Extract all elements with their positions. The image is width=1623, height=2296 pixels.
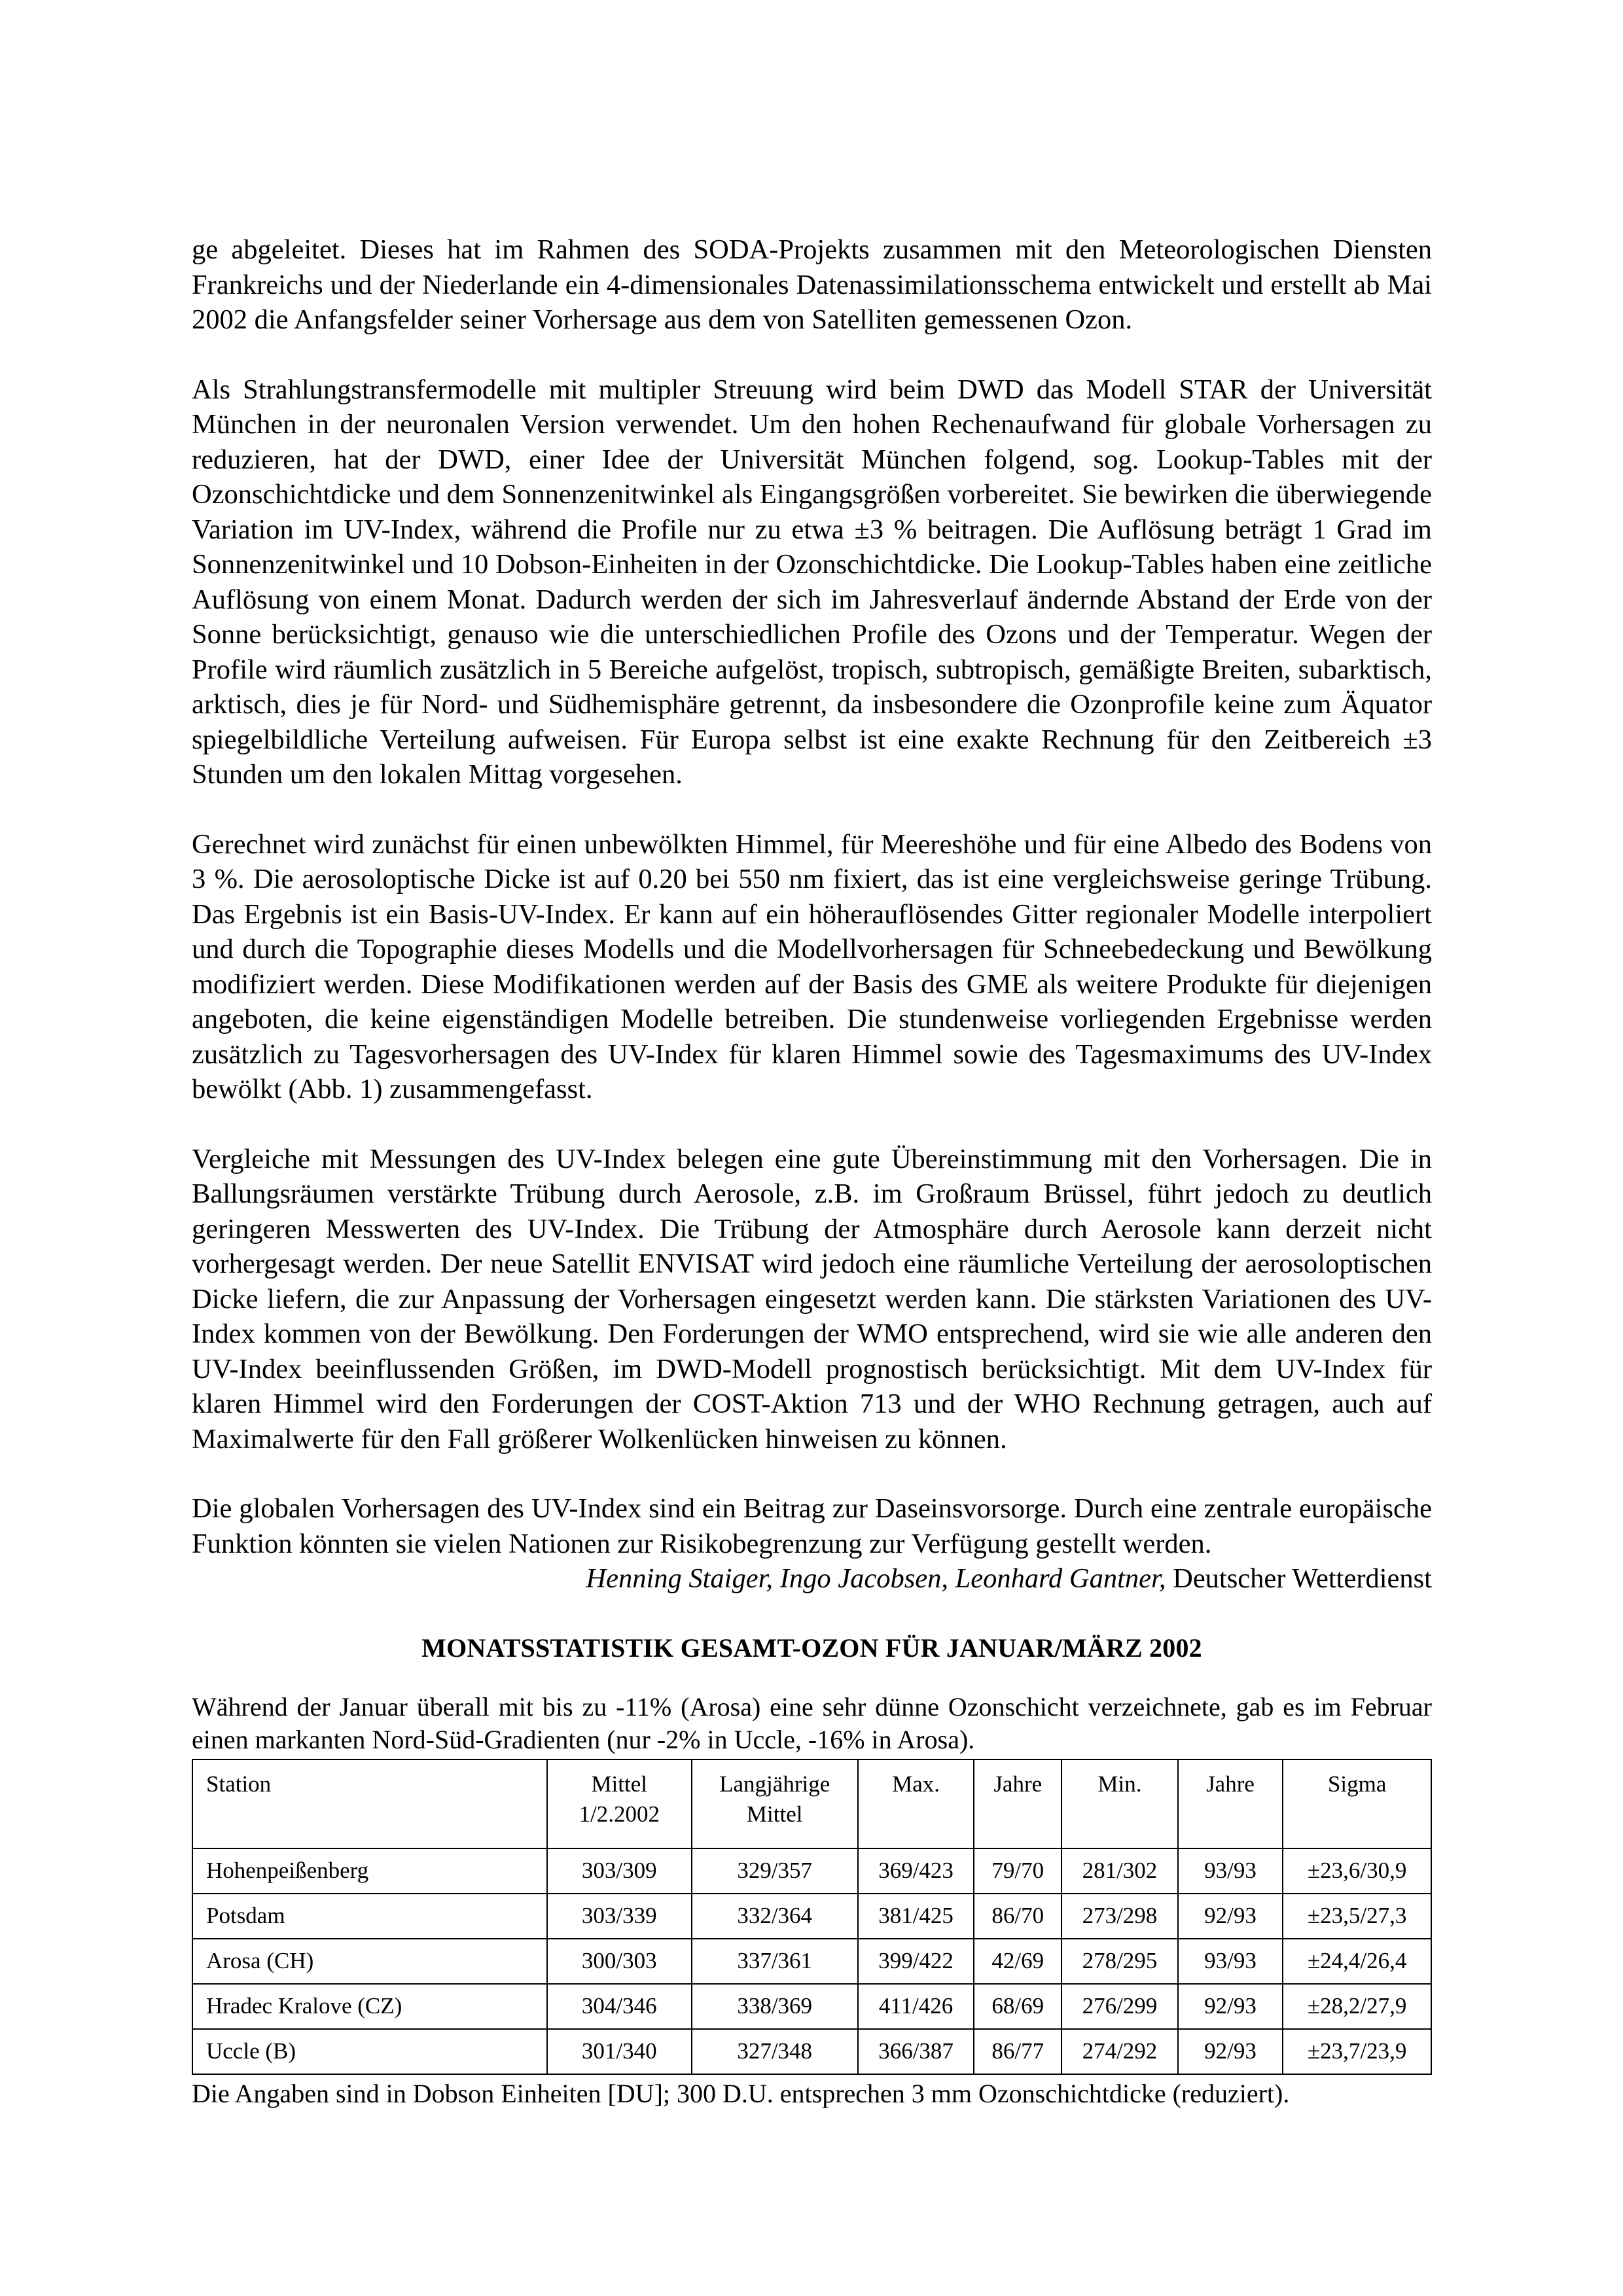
cell-max: 366/387	[858, 2029, 974, 2074]
cell-min: 278/295	[1061, 1939, 1178, 1984]
cell-jahre-max: 42/69	[974, 1939, 1061, 1984]
paragraph-2: Als Strahlungstransfermodelle mit multipler Streuung wird beim DWD das Modell STAR der Universität München in der neuronalen Version verwendet. Um den hohen Rechenaufwand für globale Vorhersagen zu reduzieren, hat der DWD, einer Idee der Universität München folgend, sog. Lookup-Tables mit der Ozonschichtdicke und dem Sonnenzenitwinkel als Eingangsgrößen vorbereitet. Sie bewirken die überwiegende Variation im UV-Index, während die Profile nur zu etwa ±3 % beitragen. Die Auflösung beträgt 1 Grad im Sonnenzenitwinkel und 10 Dobson-Einheiten in der Ozonschichtdicke. Die Lookup-Tables haben eine zeitliche Auflösung von einem Monat. Dadurch werden der sich im Jahresverlauf ändernde Abstand der Erde von der Sonne berücksichtigt, genauso wie die unterschiedlichen Profile des Ozons und der Temperatur. Wegen der Profile wird räumlich zusätzlich in 5 Bereiche aufgelöst, tropisch, subtropisch, gemäßigte Breiten, subarktisch, arktisch, dies je für Nord- und Südhemisphäre getrennt, da insbesondere die Ozonprofile keine zum Äquator spiegelbildliche Verteilung aufweisen. Für Europa selbst ist eine exakte Rechnung für den Zeitbereich ±3 Stunden um den lokalen Mittag vorgesehen.	[192, 374, 1432, 790]
cell-langjaehrig: 327/348	[692, 2029, 858, 2074]
cell-station: Uccle (B)	[192, 2029, 547, 2074]
table-row	[192, 2029, 1431, 2074]
section-intro: Während der Januar überall mit bis zu -11% (Arosa) eine sehr dünne Ozonschicht verzeichnete, gab es im Februar einen markanten Nord-Süd-Gradienten (nur -2% in Uccle, -16% in Arosa).	[192, 1691, 1432, 1754]
header-mittel-line2: 1/2.2002	[579, 1801, 660, 1827]
cell-mittel: 301/340	[547, 2029, 692, 2074]
table-row	[192, 1848, 1431, 1894]
cell-sigma: ±23,7/23,9	[1283, 2029, 1431, 2074]
cell-station: Hohenpeißenberg	[192, 1848, 547, 1894]
header-langjaehrig-line1: Langjährige	[719, 1771, 830, 1797]
cell-langjaehrig: 329/357	[692, 1848, 858, 1894]
author-names: Henning Staiger, Ingo Jacobsen, Leonhard Gantner,	[586, 1563, 1166, 1594]
cell-jahre-min: 92/93	[1178, 2029, 1283, 2074]
table-row	[192, 1984, 1431, 2029]
cell-max: 369/423	[858, 1848, 974, 1894]
header-mittel	[547, 1759, 692, 1848]
cell-min: 274/292	[1061, 2029, 1178, 2074]
paragraph-5: Die globalen Vorhersagen des UV-Index sind ein Beitrag zur Daseinsvorsorge. Durch eine zentrale europäische Funktion könnten sie vielen Nationen zur Risikobegrenzung zur Verfügung gestellt werden.	[192, 1493, 1432, 1559]
cell-max: 381/425	[858, 1894, 974, 1939]
section-title: MONATSSTATISTIK GESAMT-OZON FÜR JANUAR/MÄRZ 2002	[421, 1633, 1202, 1663]
header-langjaehrig	[692, 1759, 858, 1848]
header-station: Station	[192, 1759, 547, 1848]
cell-max: 411/426	[858, 1984, 974, 2029]
cell-mittel: 303/339	[547, 1894, 692, 1939]
header-mittel-line1: Mittel	[591, 1771, 647, 1797]
cell-mittel: 303/309	[547, 1848, 692, 1894]
cell-sigma: ±28,2/27,9	[1283, 1984, 1431, 2029]
document-body	[192, 232, 1432, 2110]
cell-jahre-max: 79/70	[974, 1848, 1061, 1894]
cell-jahre-min: 93/93	[1178, 1939, 1283, 1984]
table-header-row	[192, 1759, 1431, 1848]
header-min: Min.	[1061, 1759, 1178, 1848]
cell-jahre-max: 86/77	[974, 2029, 1061, 2074]
header-sigma: Sigma	[1283, 1759, 1431, 1848]
cell-langjaehrig: 337/361	[692, 1939, 858, 1984]
cell-jahre-min: 92/93	[1178, 1894, 1283, 1939]
cell-station: Arosa (CH)	[192, 1939, 547, 1984]
cell-jahre-min: 93/93	[1178, 1848, 1283, 1894]
cell-sigma: ±23,5/27,3	[1283, 1894, 1431, 1939]
cell-jahre-max: 86/70	[974, 1894, 1061, 1939]
cell-sigma: ±24,4/26,4	[1283, 1939, 1431, 1984]
header-jahre-max: Jahre	[974, 1759, 1061, 1848]
cell-sigma: ±23,6/30,9	[1283, 1848, 1431, 1894]
author-signature	[192, 1561, 1432, 1597]
cell-min: 281/302	[1061, 1848, 1178, 1894]
cell-langjaehrig: 332/364	[692, 1894, 858, 1939]
cell-mittel: 304/346	[547, 1984, 692, 2029]
header-max: Max.	[858, 1759, 974, 1848]
header-jahre-min: Jahre	[1178, 1759, 1283, 1848]
cell-station: Hradec Kralove (CZ)	[192, 1984, 547, 2029]
cell-mittel: 300/303	[547, 1939, 692, 1984]
cell-max: 399/422	[858, 1939, 974, 1984]
paragraph-1: ge abgeleitet. Dieses hat im Rahmen des SODA-Projekts zusammen mit den Meteorologischen Diensten Frankreichs und der Niederlande ein 4-dimensionales Datenassimilationsschema entwickelt und erstellt ab Mai 2002 die Anfangsfelder seiner Vorhersage aus dem von Satelliten gemessenen Ozon.	[192, 234, 1432, 335]
table-row	[192, 1894, 1431, 1939]
header-langjaehrig-line2: Mittel	[746, 1801, 803, 1827]
author-organization: Deutscher Wetterdienst	[1173, 1563, 1432, 1594]
paragraph-3: Gerechnet wird zunächst für einen unbewölkten Himmel, für Meereshöhe und für eine Albedo des Bodens von 3 %. Die aerosoloptische Dicke ist auf 0.20 bei 550 nm fixiert, das ist eine vergleichsweise geringe Trübung. Das Ergebnis ist ein Basis-UV-Index. Er kann auf ein höherauflösendes Gitter regionaler Modelle interpoliert und durch die Topographie dieses Modells und die Modellvorhersagen für Schneebedeckung und Bewölkung modifiziert werden. Diese Modifikationen werden auf der Basis des GME als weitere Produkte für diejenigen angeboten, die keine eigenständigen Modelle betreiben. Die stundenweise vorliegenden Ergebnisse werden zusätzlich zu Tagesvorhersagen des UV-Index für klaren Himmel sowie des Tagesmaximums des UV-Index bewölkt (Abb. 1) zusammengefasst.	[192, 828, 1432, 1104]
ozone-statistics-table	[192, 1759, 1432, 2075]
cell-jahre-max: 68/69	[974, 1984, 1061, 2029]
cell-min: 273/298	[1061, 1894, 1178, 1939]
cell-langjaehrig: 338/369	[692, 1984, 858, 2029]
table-row	[192, 1939, 1431, 1984]
cell-station: Potsdam	[192, 1894, 547, 1939]
paragraph-4: Vergleiche mit Messungen des UV-Index belegen eine gute Übereinstimmung mit den Vorhersagen. Die in Ballungsräumen verstärkte Trübung durch Aerosole, z.B. im Großraum Brüssel, führt jedoch zu deutlich geringeren Messwerten des UV-Index. Die Trübung der Atmosphäre durch Aerosole kann derzeit nicht vorhergesagt werden. Der neue Satellit ENVISAT wird jedoch eine räumliche Verteilung der aerosoloptischen Dicke liefern, die zur Anpassung der Vorhersagen eingesetzt werden kann. Die stärksten Variationen des UV-Index kommen von der Bewölkung. Den Forderungen der WMO entsprechend, wird sie wie alle anderen den UV-Index beeinflussenden Größen, im DWD-Modell prognostisch berücksichtigt. Mit dem UV-Index für klaren Himmel wird den Forderungen der COST-Aktion 713 und der WHO Rechnung getragen, auch auf Maximalwerte für den Fall größerer Wolkenlücken hinweisen zu können.	[192, 1143, 1432, 1455]
cell-jahre-min: 92/93	[1178, 1984, 1283, 2029]
cell-min: 276/299	[1061, 1984, 1178, 2029]
table-footnote: Die Angaben sind in Dobson Einheiten [DU]; 300 D.U. entsprechen 3 mm Ozonschichtdicke (reduziert).	[192, 2078, 1290, 2108]
